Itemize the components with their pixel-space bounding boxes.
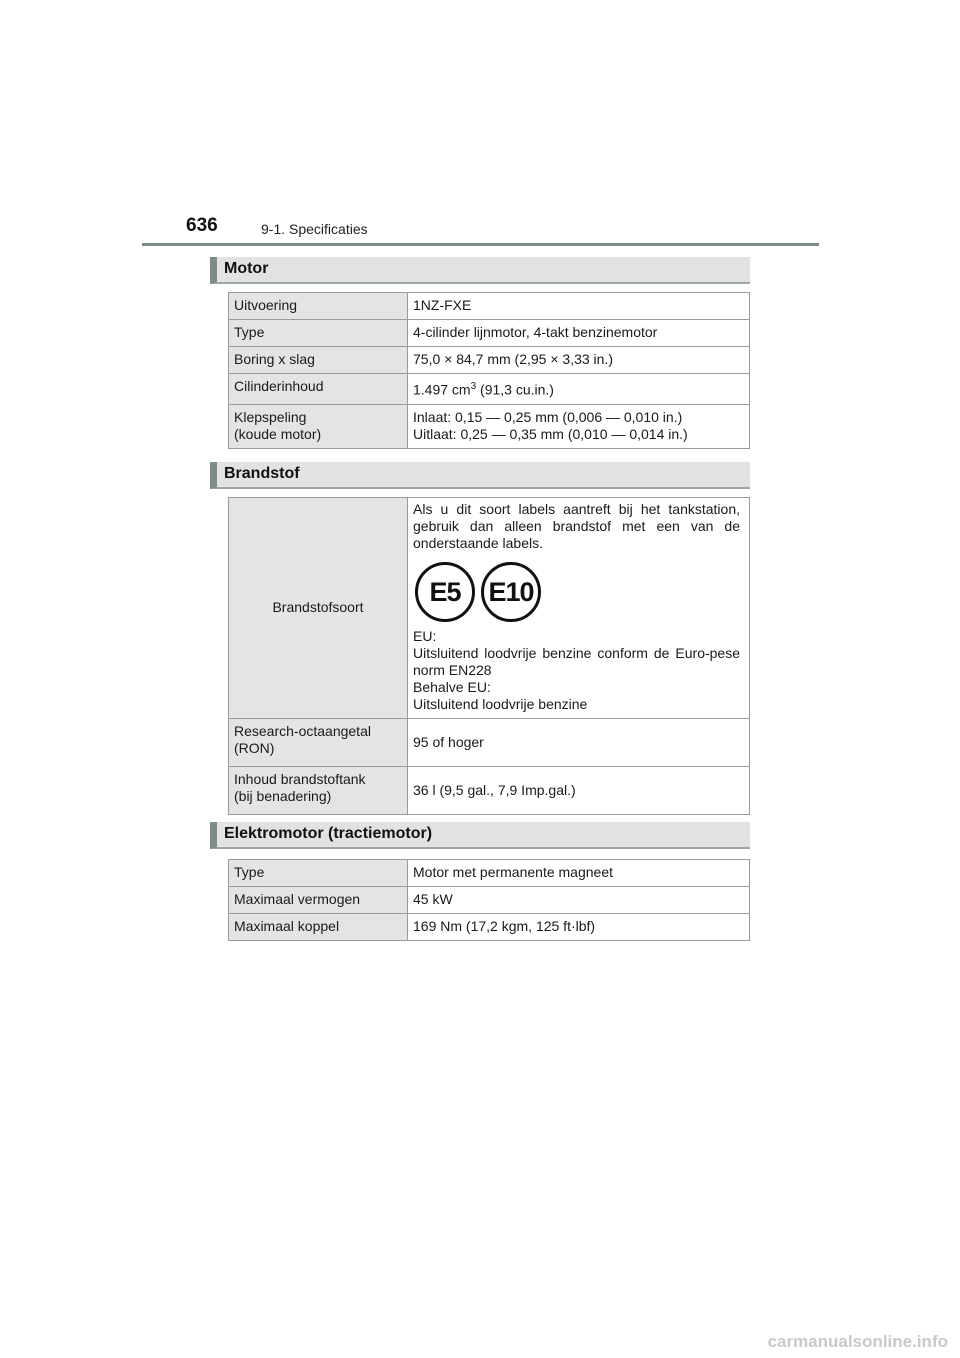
table-row (229, 293, 750, 320)
eu-text: Uitsluitend loodvrije benzine conform de Euro-pese norm EN228 (413, 645, 740, 678)
table-row (229, 860, 750, 887)
spec-key: Uitvoering (229, 293, 408, 320)
section-heading-motor (210, 257, 750, 284)
spec-key: Cilinderinhoud (229, 374, 408, 405)
table-row (229, 347, 750, 374)
spec-value-line: Uitlaat: 0,25 — 0,35 mm (0,010 — 0,014 in.) (413, 425, 688, 442)
table-row (229, 914, 750, 941)
spec-key: Type (229, 860, 408, 887)
spec-value (408, 404, 750, 448)
displacement-imperial: (91,3 cu.in.) (476, 381, 554, 398)
spec-key (229, 719, 408, 767)
section-heading-brandstof (210, 462, 750, 489)
spec-key-line: (RON) (234, 740, 275, 756)
table-row (229, 498, 750, 719)
header-divider (142, 243, 819, 246)
spec-value: 75,0 × 84,7 mm (2,95 × 3,33 in.) (408, 347, 750, 374)
section-heading-label: Elektromotor (tractiemotor) (224, 825, 433, 842)
spec-key-line: Inhoud brandstoftank (234, 771, 366, 787)
spec-key-line: Klepspeling (234, 408, 307, 425)
spec-value: 4-cilinder lijnmotor, 4-takt benzinemotor (408, 320, 750, 347)
spec-value (408, 374, 750, 405)
spec-key: Maximaal vermogen (229, 887, 408, 914)
page-number: 636 (186, 215, 218, 236)
spec-key-line: Research-octaangetal (234, 723, 371, 739)
spec-key: Brandstofsoort (229, 498, 408, 719)
spec-value (408, 498, 750, 719)
table-row (229, 767, 750, 815)
electric-motor-spec-table (228, 859, 750, 941)
fuel-labels (415, 562, 740, 622)
spec-key: Maximaal koppel (229, 914, 408, 941)
spec-value: 169 Nm (17,2 kgm, 125 ft·lbf) (408, 914, 750, 941)
displacement-value: 1.497 cm (413, 381, 471, 398)
spec-value: 45 kW (408, 887, 750, 914)
section-heading-label: Motor (224, 260, 269, 277)
spec-key: Boring x slag (229, 347, 408, 374)
spec-key: Type (229, 320, 408, 347)
e10-label-icon: E10 (481, 562, 541, 622)
table-row (229, 719, 750, 767)
motor-spec-table (228, 292, 750, 449)
spec-value: 1NZ-FXE (408, 293, 750, 320)
table-row (229, 404, 750, 448)
spec-key (229, 404, 408, 448)
spec-value: 36 l (9,5 gal., 7,9 Imp.gal.) (408, 767, 750, 815)
e5-label-icon: E5 (415, 562, 475, 622)
spec-value: Motor met permanente magneet (408, 860, 750, 887)
fuel-intro-text: Als u dit soort labels aantreft bij het tankstation, gebruik dan alleen brandstof met een van de onderstaande labels. (413, 501, 740, 551)
section-heading-elektromotor (210, 822, 750, 849)
non-eu-text: Uitsluitend loodvrije benzine (413, 696, 588, 712)
section-heading-label: Brandstof (224, 465, 300, 482)
table-row (229, 887, 750, 914)
fuel-spec-table (228, 497, 750, 815)
spec-value: 95 of hoger (408, 719, 750, 767)
spec-key-line: (bij benadering) (234, 788, 332, 804)
section-title: 9-1. Specificaties (261, 221, 368, 237)
eu-title: EU: (413, 628, 437, 644)
spec-key-line: (koude motor) (234, 425, 322, 442)
table-row (229, 374, 750, 405)
superscript-unit: 3 (470, 381, 477, 392)
watermark: carmanualsonline.info (767, 1332, 948, 1351)
non-eu-title: Behalve EU: (413, 679, 491, 695)
spec-key (229, 767, 408, 815)
table-row (229, 320, 750, 347)
spec-value-line: Inlaat: 0,15 — 0,25 mm (0,006 — 0,010 in.) (413, 408, 683, 425)
